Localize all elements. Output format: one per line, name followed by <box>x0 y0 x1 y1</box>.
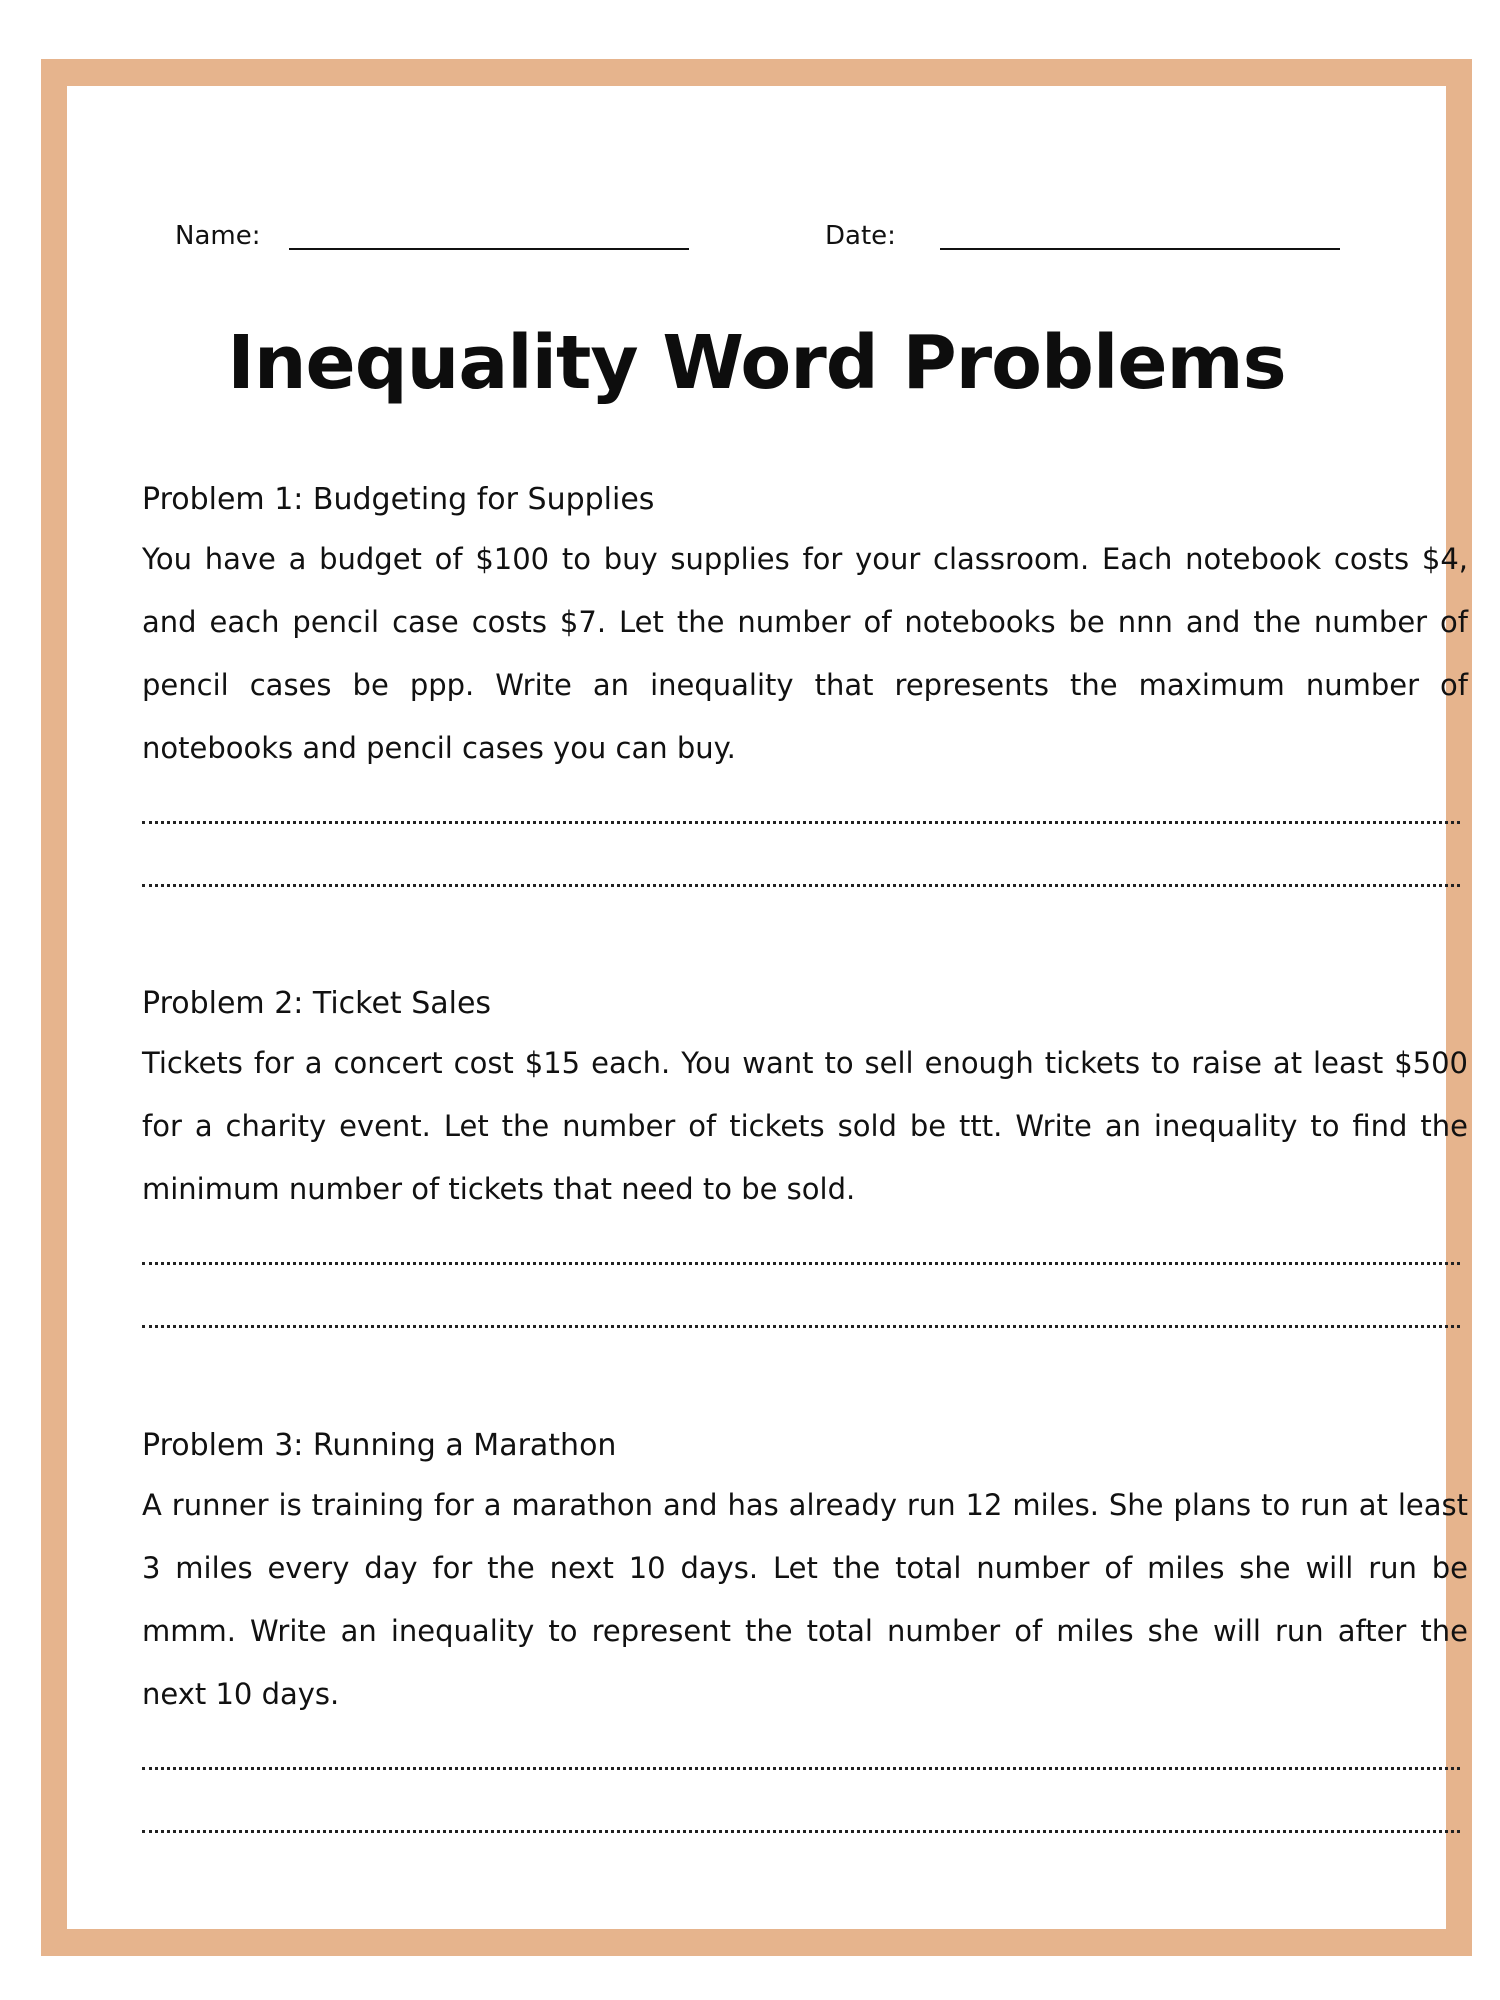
name-field-line[interactable] <box>289 248 689 250</box>
problem-1 <box>142 480 1468 887</box>
problem-text: Tickets for a concert cost $15 each. You want to sell enough tickets to raise at least $500 for a charity event. Let the number of tickets sold be ttt. Write an inequality to find the minimum number of tickets that need to be sold. <box>142 1046 1468 1206</box>
answer-line[interactable] <box>142 1830 1460 1833</box>
problem-text: You have a budget of $100 to buy supplies for your classroom. Each notebook costs $4, and each pencil case costs $7. Let the number of notebooks be nnn and the number of pencil cases be ppp. Write an inequality that represents the maximum number of notebooks and pencil cases you can buy. <box>142 542 1468 765</box>
problem-heading: Problem 3: Running a Marathon <box>142 1428 617 1463</box>
page-title: Inequality Word Problems <box>227 320 1286 406</box>
answer-line[interactable] <box>142 884 1460 887</box>
worksheet-page <box>67 86 1468 1929</box>
problem-3 <box>142 1426 1468 1833</box>
problem-heading: Problem 2: Ticket Sales <box>142 986 492 1021</box>
problem-text: A runner is training for a marathon and has already run 12 miles. She plans to run at least 3 miles every day for the next 10 days. Let the total number of miles she will run be mmm. Write an inequality to represent the total number of miles she will run after the next 10 days. <box>142 1488 1468 1711</box>
name-label: Name: <box>175 221 261 251</box>
date-label: Date: <box>825 221 896 251</box>
page-border <box>41 59 1472 1956</box>
problem-heading: Problem 1: Budgeting for Supplies <box>142 482 655 517</box>
answer-line[interactable] <box>142 821 1460 824</box>
date-field-line[interactable] <box>940 248 1340 250</box>
answer-line[interactable] <box>142 1262 1460 1265</box>
answer-line[interactable] <box>142 1767 1460 1770</box>
answer-line[interactable] <box>142 1325 1460 1328</box>
problem-2 <box>142 984 1468 1328</box>
